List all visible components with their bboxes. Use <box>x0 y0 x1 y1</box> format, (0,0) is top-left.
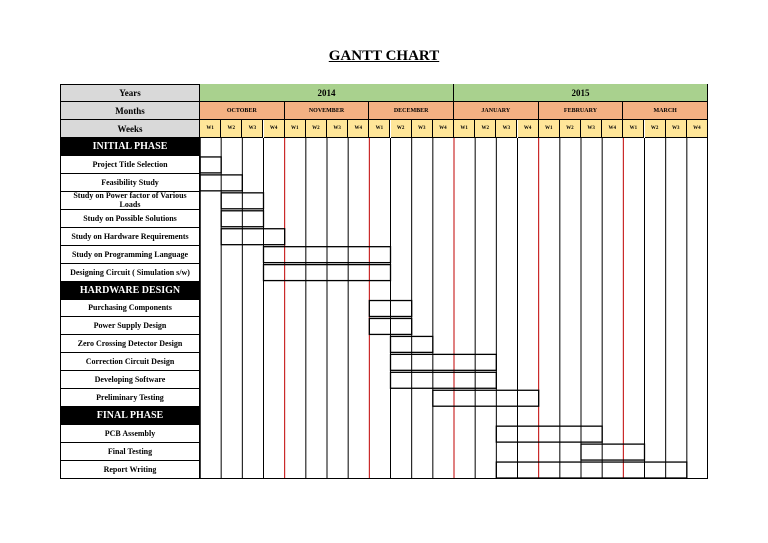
week-cell: W4 <box>348 120 369 138</box>
task-label: Study on Power factor of Various Loads <box>60 192 200 210</box>
year-cell: 2014 <box>200 84 454 102</box>
week-cell: W3 <box>242 120 263 138</box>
task-label: Study on Programming Language <box>60 246 200 264</box>
week-cell: W2 <box>560 120 581 138</box>
task-bar <box>221 193 263 209</box>
task-label: Report Writing <box>60 461 200 479</box>
week-cell: W3 <box>666 120 687 138</box>
task-bar <box>433 390 539 406</box>
task-bar <box>264 265 391 281</box>
task-label: Power Supply Design <box>60 317 200 335</box>
week-cell: W2 <box>475 120 496 138</box>
task-label: Study on Possible Solutions <box>60 210 200 228</box>
task-label: Correction Circuit Design <box>60 353 200 371</box>
gantt-chart <box>60 84 708 479</box>
task-label: Zero Crossing Detector Design <box>60 335 200 353</box>
week-cell: W1 <box>539 120 560 138</box>
week-cell: W3 <box>412 120 433 138</box>
week-cell: W4 <box>602 120 623 138</box>
week-cell: W1 <box>454 120 475 138</box>
month-cell: OCTOBER <box>200 102 285 120</box>
week-cell: W3 <box>581 120 602 138</box>
month-cell: MARCH <box>623 102 708 120</box>
task-bar <box>496 462 687 478</box>
task-bar <box>200 175 242 191</box>
title-text: GANTT CHART <box>328 48 440 64</box>
task-bar <box>391 354 497 370</box>
week-cell: W2 <box>645 120 666 138</box>
task-bar <box>496 426 602 442</box>
years-label: Years <box>60 84 200 102</box>
week-cell: W3 <box>327 120 348 138</box>
month-cell: NOVEMBER <box>285 102 370 120</box>
month-cell: FEBRUARY <box>539 102 624 120</box>
week-cell: W4 <box>518 120 539 138</box>
week-cell: W4 <box>687 120 708 138</box>
week-cell: W4 <box>433 120 454 138</box>
task-label: Developing Software <box>60 371 200 389</box>
task-bar <box>581 444 645 460</box>
task-label: PCB Assembly <box>60 425 200 443</box>
task-label: Study on Hardware Requirements <box>60 228 200 246</box>
phase-header: INITIAL PHASE <box>60 138 200 156</box>
week-cell: W1 <box>623 120 644 138</box>
year-cell: 2015 <box>454 84 708 102</box>
task-bar <box>264 247 391 263</box>
task-label: Purchasing Components <box>60 300 200 318</box>
months-label: Months <box>60 102 200 120</box>
task-bar <box>221 211 263 227</box>
task-label: Final Testing <box>60 443 200 461</box>
week-cell: W3 <box>496 120 517 138</box>
week-cell: W1 <box>200 120 221 138</box>
weeks-label: Weeks <box>60 120 200 138</box>
week-cell: W4 <box>264 120 285 138</box>
week-cell: W1 <box>369 120 390 138</box>
task-bar <box>391 336 433 352</box>
phase-header: FINAL PHASE <box>60 407 200 425</box>
week-cell: W2 <box>306 120 327 138</box>
task-bar <box>391 372 497 388</box>
task-bar <box>221 229 285 245</box>
task-bar <box>369 318 411 334</box>
week-cell: W2 <box>391 120 412 138</box>
task-label: Designing Circuit ( Simulation s/w) <box>60 264 200 282</box>
task-bar <box>369 301 411 317</box>
task-label: Feasibility Study <box>60 174 200 192</box>
page-title <box>0 48 768 65</box>
month-cell: DECEMBER <box>369 102 454 120</box>
task-label: Project Title Selection <box>60 156 200 174</box>
task-label: Preliminary Testing <box>60 389 200 407</box>
month-cell: JANUARY <box>454 102 539 120</box>
week-cell: W1 <box>285 120 306 138</box>
phase-header: HARDWARE DESIGN <box>60 282 200 300</box>
week-cell: W2 <box>221 120 242 138</box>
task-bar <box>200 157 221 173</box>
